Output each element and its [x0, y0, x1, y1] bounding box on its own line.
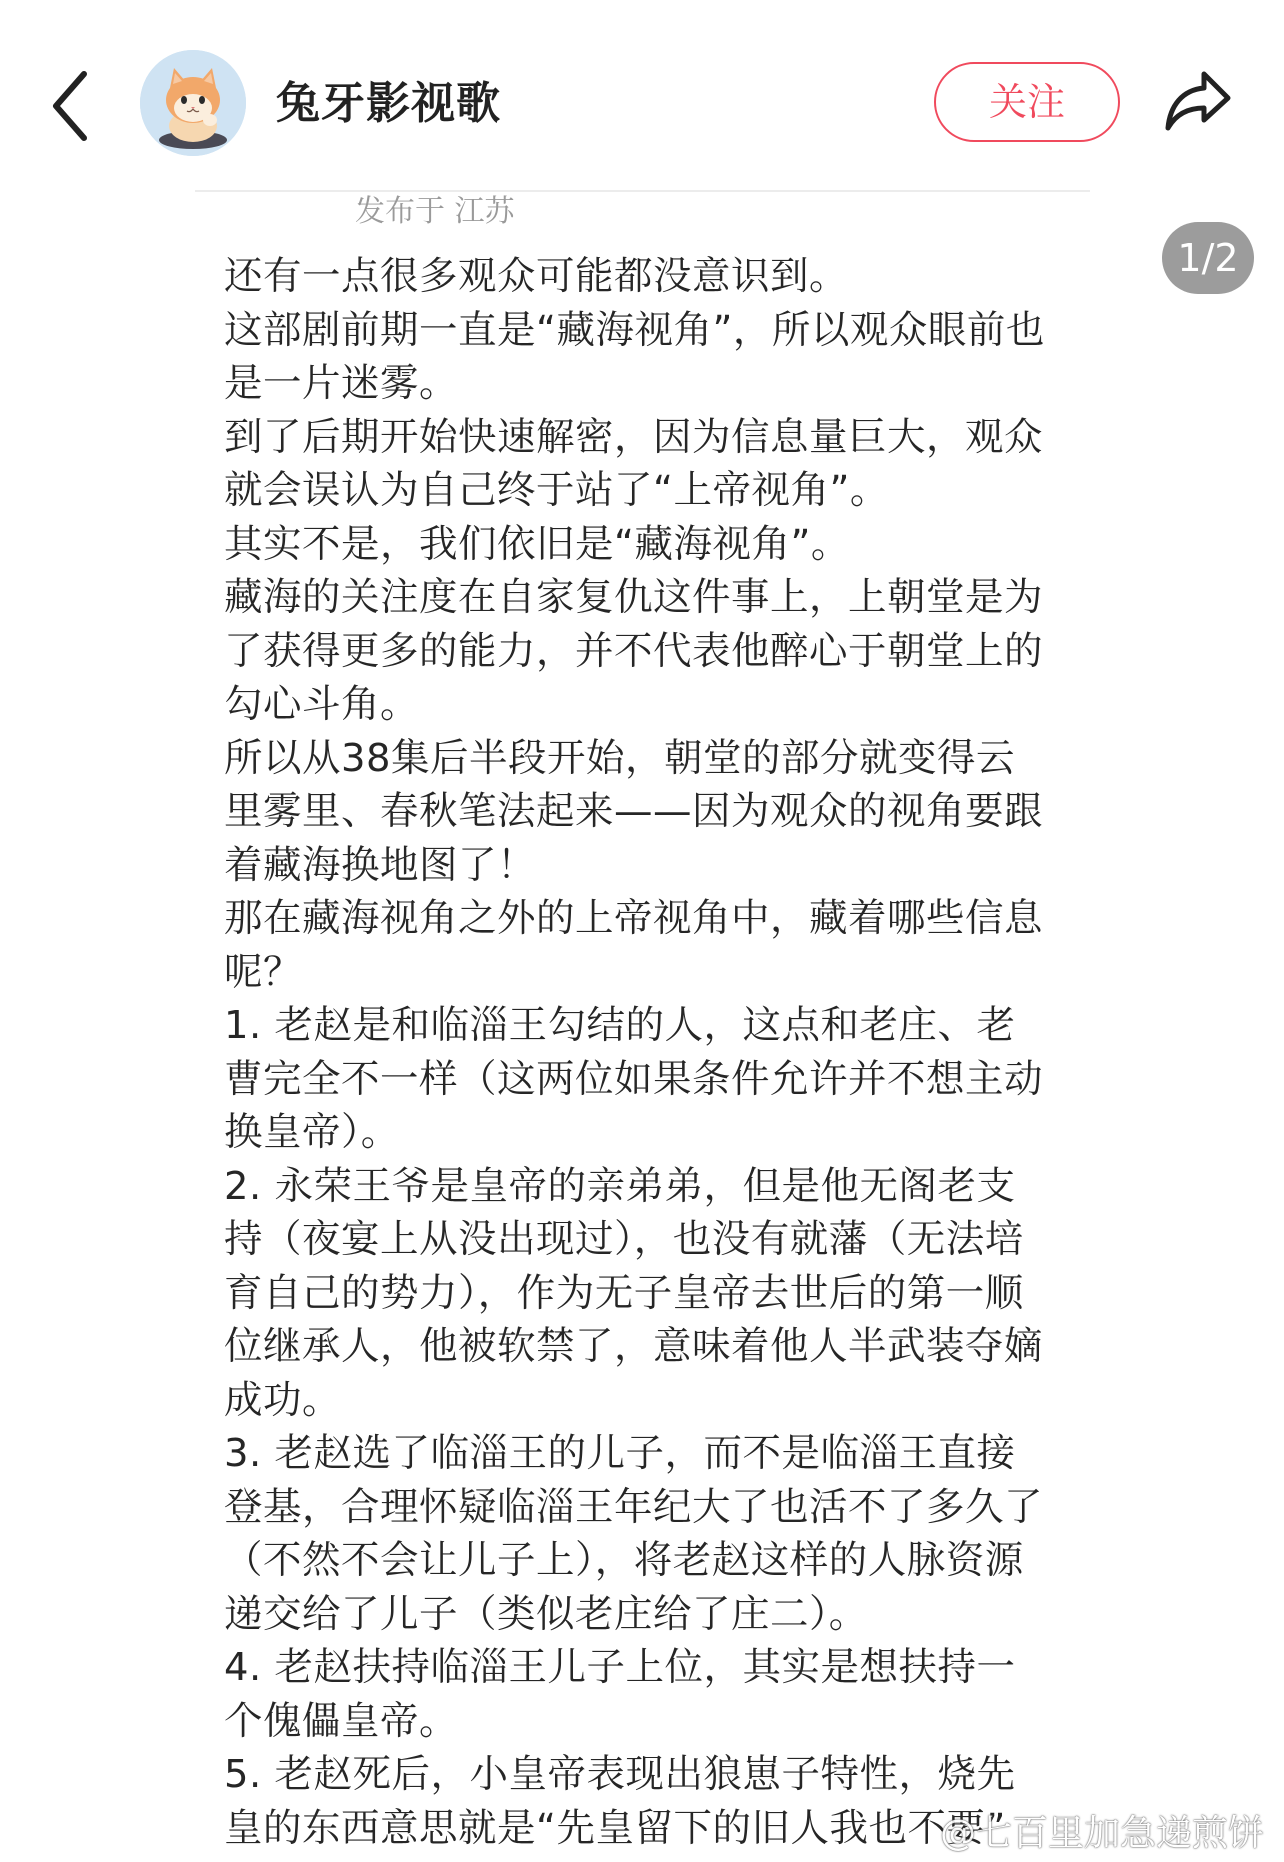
article-line: 还有一点很多观众可能都没意识到。: [224, 254, 849, 299]
article-line: 个傀儡皇帝。: [224, 1698, 459, 1744]
article-line: 2. 永荣王爷是皇帝的亲弟弟，但是他无阁老支: [224, 1163, 1016, 1209]
article-line: 曹完全不一样（这两位如果条件允许并不想主动: [224, 1056, 1044, 1102]
article-text: [224, 250, 1064, 1855]
article-line: （不然不会让儿子上），将老赵这样的人脉资源: [224, 1538, 1024, 1583]
article-line: 是一片迷雾。: [224, 361, 459, 406]
article-line: 勾心斗角。: [224, 682, 420, 727]
cat-avatar-icon: [140, 50, 246, 156]
back-button[interactable]: [44, 66, 104, 146]
image-page-indicator: 1/2: [1162, 222, 1254, 294]
article-line: 5. 老赵死后，小皇帝表现出狼崽子特性，烧先: [224, 1752, 1016, 1797]
article-line: 了获得更多的能力，并不代表他醉心于朝堂上的: [224, 628, 1044, 674]
avatar[interactable]: [140, 50, 246, 156]
article-line: 着藏海换地图了！: [224, 842, 537, 888]
article-line: 成功。: [224, 1377, 342, 1423]
article-line: 这部剧前期一直是“藏海视角”，所以观众眼前也: [224, 307, 1045, 353]
author-name[interactable]: 兔牙影视歌: [276, 78, 501, 129]
article-line: 所以从38集后半段开始，朝堂的部分就变得云: [224, 735, 1015, 781]
article-line: 3. 老赵选了临淄王的儿子，而不是临淄王直接: [224, 1431, 1016, 1476]
article-line: 4. 老赵扶持临淄王儿子上位，其实是想扶持一: [224, 1645, 1016, 1690]
article-line: 其实不是，我们依旧是“藏海视角”。: [224, 521, 850, 567]
article-line: 换皇帝）。: [224, 1110, 400, 1155]
chevron-left-icon: [44, 66, 104, 146]
article-line: 那在藏海视角之外的上帝视角中，藏着哪些信息: [224, 896, 1044, 941]
follow-button[interactable]: 关注: [934, 62, 1120, 142]
article-line: 就会误认为自己终于站了“上帝视角”。: [224, 468, 889, 513]
watermark: @七百里加急递煎饼: [940, 1813, 1265, 1854]
article-line: 到了后期开始快速解密，因为信息量巨大，观众: [224, 414, 1044, 460]
divider: [195, 190, 1090, 192]
share-button[interactable]: [1160, 64, 1234, 138]
article-line: 皇的东西意思就是“先皇留下的旧人我也不要”: [224, 1805, 1006, 1851]
published-location: 发布于 江苏: [355, 194, 515, 229]
article-line: 呢？: [224, 949, 303, 995]
article-line: 藏海的关注度在自家复仇这件事上，上朝堂是为: [224, 575, 1044, 620]
article-line: 递交给了儿子（类似老庄给了庄二）。: [224, 1591, 868, 1637]
article-line: 育自己的势力），作为无子皇帝去世后的第一顺: [224, 1270, 1024, 1316]
article-line: 里雾里、春秋笔法起来——因为观众的视角要跟: [224, 789, 1044, 834]
article-line: 登基，合理怀疑临淄王年纪大了也活不了多久了: [224, 1484, 1044, 1530]
article-line: 位继承人，他被软禁了，意味着他人半武装夺嫡: [224, 1324, 1044, 1369]
article-line: 持（夜宴上从没出现过），也没有就藩（无法培: [224, 1217, 1024, 1262]
article-line: 1. 老赵是和临淄王勾结的人，这点和老庄、老: [224, 1003, 1016, 1048]
share-arrow-icon: [1160, 64, 1234, 138]
